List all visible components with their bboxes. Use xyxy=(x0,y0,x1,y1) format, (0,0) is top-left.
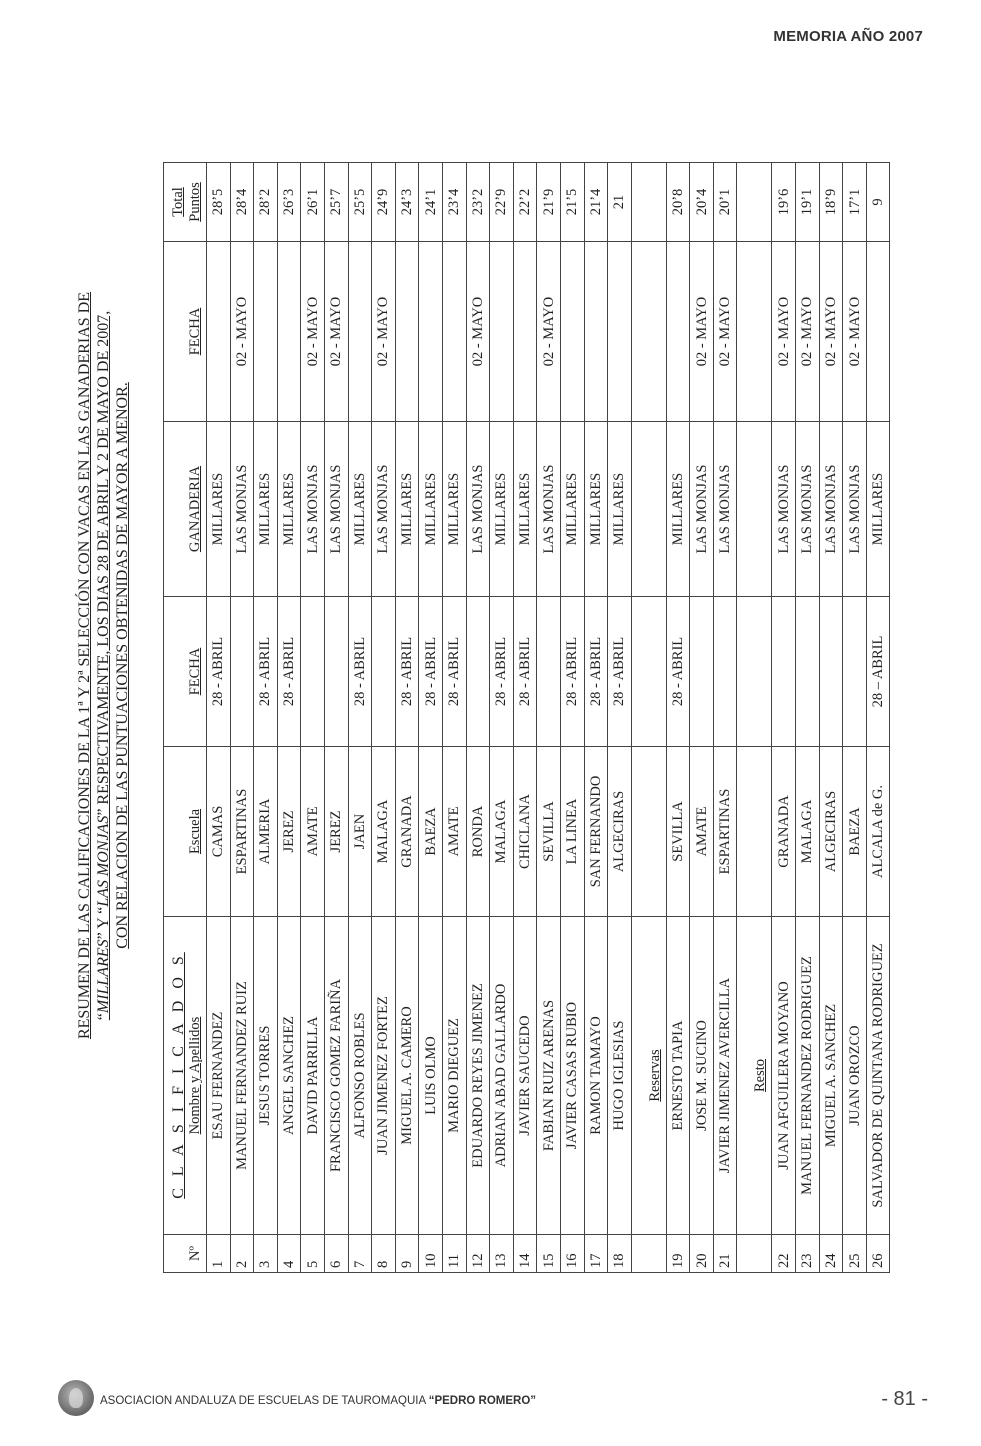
row-date-mayo: 02 - MAYO xyxy=(772,242,796,422)
row-ganaderia: MILLARES xyxy=(513,422,537,597)
association-name: ASOCIACION ANDALUZA DE ESCUELAS DE TAUROMAQUIA “PEDRO ROMERO” xyxy=(100,1395,537,1407)
title-las-monjas: LAS MONJAS xyxy=(95,815,112,907)
row-date-mayo xyxy=(348,242,372,422)
table-row xyxy=(819,163,843,1273)
reservas-label: Reservas xyxy=(631,917,666,1235)
row-points: 20’1 xyxy=(713,163,737,242)
row-number: 2 xyxy=(230,1235,254,1273)
table-row xyxy=(395,163,419,1273)
row-number: 6 xyxy=(324,1235,348,1273)
row-number: 13 xyxy=(490,1235,514,1273)
row-date-abril xyxy=(796,597,820,747)
row-school: ESPARTINAS xyxy=(713,747,737,917)
row-date-abril xyxy=(819,597,843,747)
row-date-abril xyxy=(372,597,396,747)
row-school: AMATE xyxy=(442,747,466,917)
row-date-mayo xyxy=(666,242,690,422)
row-date-abril: 28 - ABRIL xyxy=(419,597,443,747)
row-date-abril: 28 - ABRIL xyxy=(277,597,301,747)
row-points: 21’4 xyxy=(584,163,608,242)
title-line-3: CON RELACION DE LAS PUNTUACIONES OBTENIDAS DE MAYOR A MENOR. xyxy=(114,382,131,949)
row-date-mayo xyxy=(560,242,584,422)
row-school: BAEZA xyxy=(843,747,867,917)
row-school: ALGECIRAS xyxy=(608,747,632,917)
table-row xyxy=(301,163,325,1273)
row-points: 24’3 xyxy=(395,163,419,242)
row-date-abril xyxy=(324,597,348,747)
row-date-abril xyxy=(843,597,867,747)
row-points: 18’9 xyxy=(819,163,843,242)
row-points: 24’1 xyxy=(419,163,443,242)
table-header-row xyxy=(164,163,207,1273)
row-ganaderia: LAS MONJAS xyxy=(690,422,714,597)
row-school: ESPARTINAS xyxy=(230,747,254,917)
page-number: - 81 - xyxy=(881,1388,928,1410)
row-ganaderia: LAS MONJAS xyxy=(324,422,348,597)
table-row xyxy=(277,163,301,1273)
row-ganaderia: MILLARES xyxy=(608,422,632,597)
row-date-abril: 28 - ABRIL xyxy=(348,597,372,747)
title-line-2: “MILLARES” Y “LAS MONJAS” RESPECTIVAMENTE, LOS DIAS 28 DE ABRIL Y 2 DE MAYO DE 2007, xyxy=(95,310,112,1021)
row-number: 8 xyxy=(372,1235,396,1273)
row-date-mayo: 02 - MAYO xyxy=(301,242,325,422)
row-school: LA LINEA xyxy=(560,747,584,917)
row-number: 17 xyxy=(584,1235,608,1273)
row-school: RONDA xyxy=(466,747,490,917)
row-school: GRANADA xyxy=(772,747,796,917)
row-name: JAVIER SAUCEDO xyxy=(513,917,537,1235)
row-date-mayo: 02 - MAYO xyxy=(372,242,396,422)
row-points: 28’4 xyxy=(230,163,254,242)
row-name: SALVADOR DE QUINTANA RODRIGUEZ xyxy=(866,917,890,1235)
row-ganaderia: MILLARES xyxy=(442,422,466,597)
results-table xyxy=(163,162,890,1273)
footer xyxy=(58,1380,928,1420)
row-school: CHICLANA xyxy=(513,747,537,917)
row-name: ADRIAN ABAD GALLARDO xyxy=(490,917,514,1235)
row-number: 15 xyxy=(537,1235,561,1273)
row-date-abril: 28 - ABRIL xyxy=(207,597,231,747)
row-name: LUIS OLMO xyxy=(419,917,443,1235)
table-row xyxy=(230,163,254,1273)
row-number: 26 xyxy=(866,1235,890,1273)
row-points: 22’2 xyxy=(513,163,537,242)
table-row xyxy=(537,163,561,1273)
row-date-mayo xyxy=(866,242,890,422)
row-points: 21 xyxy=(608,163,632,242)
table-row xyxy=(772,163,796,1273)
col-ganaderia-header: GANADERIA xyxy=(164,422,207,597)
row-date-mayo xyxy=(608,242,632,422)
row-date-mayo xyxy=(254,242,278,422)
row-name: JOSE M. SUCINO xyxy=(690,917,714,1235)
row-ganaderia: MILLARES xyxy=(348,422,372,597)
section-row xyxy=(737,163,772,1273)
row-points: 25’7 xyxy=(324,163,348,242)
row-name: RAMON TAMAYO xyxy=(584,917,608,1235)
row-number: 14 xyxy=(513,1235,537,1273)
row-date-abril xyxy=(690,597,714,747)
row-number: 1 xyxy=(207,1235,231,1273)
table-row xyxy=(254,163,278,1273)
row-ganaderia: LAS MONJAS xyxy=(843,422,867,597)
row-points: 21’5 xyxy=(560,163,584,242)
row-number: 18 xyxy=(608,1235,632,1273)
row-name: JESUS TORRES xyxy=(254,917,278,1235)
row-ganaderia: MILLARES xyxy=(560,422,584,597)
row-name: ERNESTO TAPIA xyxy=(666,917,690,1235)
row-school: ALGECIRAS xyxy=(819,747,843,917)
row-date-abril: 28 - ABRIL xyxy=(608,597,632,747)
row-school: SEVILLA xyxy=(537,747,561,917)
table-row xyxy=(466,163,490,1273)
row-date-abril: 28 - ABRIL xyxy=(395,597,419,747)
row-date-mayo xyxy=(442,242,466,422)
row-date-mayo xyxy=(277,242,301,422)
row-number: 25 xyxy=(843,1235,867,1273)
row-school: BAEZA xyxy=(419,747,443,917)
row-date-mayo xyxy=(490,242,514,422)
row-points: 23’2 xyxy=(466,163,490,242)
row-ganaderia: LAS MONJAS xyxy=(301,422,325,597)
row-name: JAVIER CASAS RUBIO xyxy=(560,917,584,1235)
row-date-mayo: 02 - MAYO xyxy=(537,242,561,422)
row-date-mayo: 02 - MAYO xyxy=(230,242,254,422)
row-date-abril: 28 - ABRIL xyxy=(666,597,690,747)
table-row xyxy=(372,163,396,1273)
row-number: 19 xyxy=(666,1235,690,1273)
row-points: 28’2 xyxy=(254,163,278,242)
table-row xyxy=(207,163,231,1273)
title-line-1: RESUMEN DE LAS CALIFICACIONES DE LA 1ª Y 2ª SELECCIÓN CON VACAS EN LAS GANADERIAS DE xyxy=(76,291,93,1040)
row-ganaderia: MILLARES xyxy=(395,422,419,597)
row-number: 16 xyxy=(560,1235,584,1273)
row-date-abril: 28 - ABRIL xyxy=(513,597,537,747)
row-number: 24 xyxy=(819,1235,843,1273)
row-date-abril xyxy=(230,597,254,747)
table-row xyxy=(348,163,372,1273)
row-points: 23’4 xyxy=(442,163,466,242)
row-name: FRANCISCO GOMEZ FARIÑA xyxy=(324,917,348,1235)
row-points: 28’5 xyxy=(207,163,231,242)
row-ganaderia: MILLARES xyxy=(666,422,690,597)
row-ganaderia: MILLARES xyxy=(866,422,890,597)
row-points: 26’1 xyxy=(301,163,325,242)
row-name: MIGUEL A. SANCHEZ xyxy=(819,917,843,1235)
row-name: ESAU FERNANDEZ xyxy=(207,917,231,1235)
row-date-mayo: 02 - MAYO xyxy=(466,242,490,422)
row-school: AMATE xyxy=(690,747,714,917)
row-date-abril xyxy=(301,597,325,747)
nombre-label: Nombre y Apellidos xyxy=(187,1016,203,1135)
row-date-mayo xyxy=(395,242,419,422)
main-rows xyxy=(207,163,632,1273)
table-row xyxy=(690,163,714,1273)
reservas-rows xyxy=(666,163,737,1273)
table-row xyxy=(666,163,690,1273)
row-name: JUAN AFGUILERA MOYANO xyxy=(772,917,796,1235)
resto-rows xyxy=(772,163,890,1273)
row-school: JEREZ xyxy=(277,747,301,917)
row-date-abril xyxy=(466,597,490,747)
row-date-mayo: 02 - MAYO xyxy=(324,242,348,422)
row-number: 11 xyxy=(442,1235,466,1273)
row-name: JUAN JIMENEZ FORTEZ xyxy=(372,917,396,1235)
row-school: SAN FERNANDO xyxy=(584,747,608,917)
document-title xyxy=(75,58,157,1273)
row-date-mayo: 02 - MAYO xyxy=(690,242,714,422)
row-number: 7 xyxy=(348,1235,372,1273)
row-date-mayo: 02 - MAYO xyxy=(819,242,843,422)
row-school: CAMAS xyxy=(207,747,231,917)
row-school: GRANADA xyxy=(395,747,419,917)
clasificados-label: C L A S I F I C A D O S xyxy=(170,952,187,1199)
row-school: ALMERIA xyxy=(254,747,278,917)
row-number: 9 xyxy=(395,1235,419,1273)
row-ganaderia: MILLARES xyxy=(584,422,608,597)
row-ganaderia: MILLARES xyxy=(207,422,231,597)
row-name: HUGO IGLESIAS xyxy=(608,917,632,1235)
row-date-mayo xyxy=(513,242,537,422)
row-name: MANUEL FERNANDEZ RODRIGUEZ xyxy=(796,917,820,1235)
row-points: 21’9 xyxy=(537,163,561,242)
row-name: EDUARDO REYES JIMENEZ xyxy=(466,917,490,1235)
row-points: 19’1 xyxy=(796,163,820,242)
row-name: MIGUEL A. CAMERO xyxy=(395,917,419,1235)
table-row xyxy=(843,163,867,1273)
table-row xyxy=(513,163,537,1273)
row-school: MALAGA xyxy=(372,747,396,917)
row-number: 10 xyxy=(419,1235,443,1273)
row-number: 12 xyxy=(466,1235,490,1273)
row-number: 3 xyxy=(254,1235,278,1273)
row-date-abril: 28 - ABRIL xyxy=(584,597,608,747)
col-clasificados-header xyxy=(164,917,207,1235)
row-date-abril xyxy=(537,597,561,747)
table-row xyxy=(324,163,348,1273)
row-date-abril: 28 - ABRIL xyxy=(490,597,514,747)
row-name: DAVID PARRILLA xyxy=(301,917,325,1235)
row-points: 25’5 xyxy=(348,163,372,242)
table-row xyxy=(713,163,737,1273)
row-name: ALFONSO ROBLES xyxy=(348,917,372,1235)
col-total-header: Total Puntos xyxy=(164,163,207,242)
row-date-abril: 28 - ABRIL xyxy=(254,597,278,747)
row-name: MANUEL FERNANDEZ RUIZ xyxy=(230,917,254,1235)
row-number: 4 xyxy=(277,1235,301,1273)
resto-section xyxy=(737,163,772,1273)
row-points: 17’1 xyxy=(843,163,867,242)
section-row xyxy=(631,163,666,1273)
row-points: 20’4 xyxy=(690,163,714,242)
row-name: JAVIER JIMENEZ AVERCILLA xyxy=(713,917,737,1235)
title-millares: MILLARES xyxy=(95,939,112,1014)
row-date-mayo: 02 - MAYO xyxy=(713,242,737,422)
resto-label: Resto xyxy=(737,917,772,1235)
table-row xyxy=(796,163,820,1273)
row-ganaderia: LAS MONJAS xyxy=(796,422,820,597)
header-label: MEMORIA AÑO 2007 xyxy=(773,28,923,45)
row-number: 22 xyxy=(772,1235,796,1273)
row-number: 5 xyxy=(301,1235,325,1273)
row-date-mayo xyxy=(207,242,231,422)
row-school: SEVILLA xyxy=(666,747,690,917)
table-row xyxy=(608,163,632,1273)
table-row xyxy=(866,163,890,1273)
row-date-mayo: 02 - MAYO xyxy=(843,242,867,422)
table-row xyxy=(419,163,443,1273)
row-points: 9 xyxy=(866,163,890,242)
row-ganaderia: MILLARES xyxy=(419,422,443,597)
row-date-mayo: 02 - MAYO xyxy=(796,242,820,422)
col-fecha2-header: FECHA xyxy=(164,242,207,422)
row-school: JAEN xyxy=(348,747,372,917)
row-points: 24’9 xyxy=(372,163,396,242)
row-points: 22’9 xyxy=(490,163,514,242)
row-date-abril: 28 - ABRIL xyxy=(560,597,584,747)
col-fecha1-header: FECHA xyxy=(164,597,207,747)
row-school: MALAGA xyxy=(490,747,514,917)
reservas-section xyxy=(631,163,666,1273)
rotated-content xyxy=(75,58,887,1273)
row-school: ALCALA de G. xyxy=(866,747,890,917)
row-ganaderia: MILLARES xyxy=(490,422,514,597)
row-date-abril: 28 – ABRIL xyxy=(866,597,890,747)
row-number: 20 xyxy=(690,1235,714,1273)
table-row xyxy=(442,163,466,1273)
row-ganaderia: LAS MONJAS xyxy=(372,422,396,597)
table-row xyxy=(560,163,584,1273)
row-school: MALAGA xyxy=(796,747,820,917)
table-row xyxy=(490,163,514,1273)
row-ganaderia: LAS MONJAS xyxy=(772,422,796,597)
association-logo xyxy=(58,1380,94,1416)
row-points: 26’3 xyxy=(277,163,301,242)
row-name: ANGEL SANCHEZ xyxy=(277,917,301,1235)
row-school: JEREZ xyxy=(324,747,348,917)
row-ganaderia: LAS MONJAS xyxy=(819,422,843,597)
row-name: FABIAN RUIZ ARENAS xyxy=(537,917,561,1235)
row-points: 19’6 xyxy=(772,163,796,242)
row-points: 20’8 xyxy=(666,163,690,242)
row-date-mayo xyxy=(584,242,608,422)
row-date-mayo xyxy=(419,242,443,422)
row-ganaderia: MILLARES xyxy=(254,422,278,597)
table-row xyxy=(584,163,608,1273)
row-date-abril: 28 - ABRIL xyxy=(442,597,466,747)
row-date-abril xyxy=(772,597,796,747)
col-number-header: Nº xyxy=(164,1235,207,1273)
row-number: 21 xyxy=(713,1235,737,1273)
row-date-abril xyxy=(713,597,737,747)
row-number: 23 xyxy=(796,1235,820,1273)
row-name: MARIO DIEGUEZ xyxy=(442,917,466,1235)
row-ganaderia: LAS MONJAS xyxy=(230,422,254,597)
col-escuela-header: Escuela xyxy=(164,747,207,917)
row-ganaderia: LAS MONJAS xyxy=(537,422,561,597)
row-name: JUAN OROZCO xyxy=(843,917,867,1235)
row-ganaderia: LAS MONJAS xyxy=(466,422,490,597)
row-ganaderia: MILLARES xyxy=(277,422,301,597)
row-school: AMATE xyxy=(301,747,325,917)
row-ganaderia: LAS MONJAS xyxy=(713,422,737,597)
